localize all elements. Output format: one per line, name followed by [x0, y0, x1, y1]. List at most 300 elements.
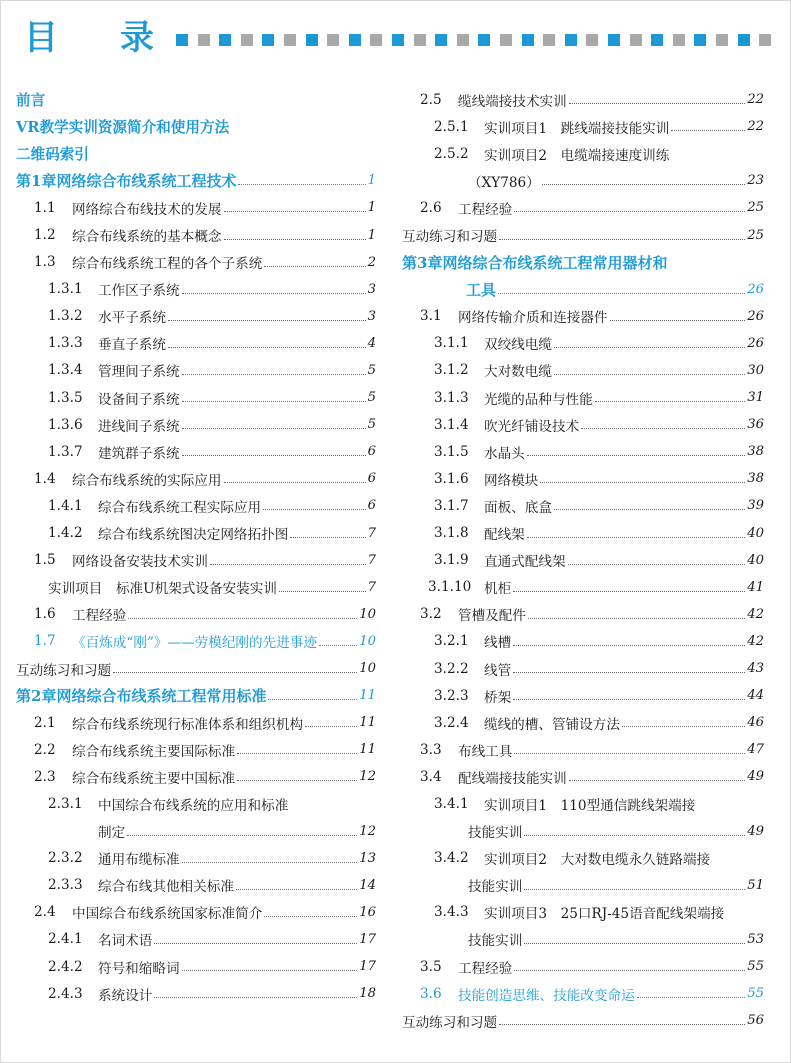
- toc-entry-title: 网络综合布线技术的发展: [72, 201, 222, 218]
- toc-entry-page: 4: [367, 335, 376, 351]
- decorative-square: [630, 34, 642, 46]
- toc-leader-dots: [554, 509, 745, 510]
- toc-entry[interactable]: [16, 520, 376, 547]
- toc-entry[interactable]: [16, 167, 376, 194]
- toc-entry[interactable]: [16, 547, 376, 574]
- toc-entry[interactable]: [402, 655, 764, 682]
- toc-entry-number: 1.3.4: [48, 362, 83, 379]
- toc-entry[interactable]: [402, 709, 764, 736]
- toc-leader-dots: [319, 645, 357, 646]
- toc-leader-dots: [581, 428, 745, 429]
- toc-leader-dots: [182, 970, 358, 971]
- toc-entry[interactable]: [16, 682, 376, 709]
- toc-entry-page: 44: [747, 688, 764, 704]
- toc-entry-number: 1.3.5: [48, 389, 83, 406]
- toc-leader-dots: [237, 753, 357, 754]
- toc-entry-page: 30: [747, 362, 764, 378]
- toc-entry[interactable]: [402, 330, 764, 357]
- toc-leader-dots: [610, 320, 746, 321]
- toc-entry[interactable]: [402, 276, 764, 303]
- toc-entry-title: 技能创造思维、技能改变命运: [458, 987, 635, 1004]
- toc-entry-title: 光缆的品种与性能: [484, 391, 593, 408]
- toc-entry-title: 工程经验: [458, 960, 513, 977]
- toc-entry[interactable]: [16, 303, 376, 330]
- toc-entry-number: 2.3.1: [48, 795, 83, 812]
- toc-entry-page: 38: [747, 444, 764, 460]
- toc-entry-page: 3: [367, 281, 376, 297]
- toc-entry-page: 55: [747, 959, 764, 975]
- decorative-square: [198, 34, 210, 46]
- toc-entry-page: 2: [367, 254, 376, 270]
- toc-entry-page: 40: [747, 552, 764, 568]
- decorative-square: [759, 34, 771, 46]
- toc-entry-title: 面板、底盒: [484, 499, 552, 516]
- toc-entry-page: 49: [747, 823, 764, 839]
- toc-entry[interactable]: [402, 736, 764, 763]
- toc-entry-number: 2.4.1: [48, 931, 83, 948]
- toc-entry[interactable]: [16, 709, 376, 736]
- decorative-square: [694, 34, 706, 46]
- toc-entry-number: 3.4: [420, 768, 442, 785]
- decorative-square: [500, 34, 512, 46]
- toc-entry[interactable]: [402, 926, 764, 953]
- toc-entry-number: 3.2.1: [434, 633, 469, 650]
- decorative-square: [327, 34, 339, 46]
- toc-entry[interactable]: [16, 574, 376, 601]
- toc-entry-title: 机柜: [484, 581, 512, 598]
- toc-entry[interactable]: [16, 628, 376, 655]
- toc-leader-dots: [154, 997, 357, 998]
- toc-entry-title: 水晶头: [484, 445, 525, 462]
- toc-leader-dots: [524, 889, 745, 890]
- toc-entry-title: 中国综合布线系统的应用和标准: [98, 797, 289, 814]
- toc-entry-title: 互动练习和习题: [402, 229, 498, 246]
- toc-entry-title: 实训项目1 跳线端接技能实训: [484, 120, 670, 137]
- toc-entry-page: 55: [747, 986, 764, 1002]
- toc-leader-dots: [264, 916, 357, 917]
- toc-entry[interactable]: [402, 492, 764, 519]
- toc-entry[interactable]: [16, 194, 376, 221]
- decorative-square: [522, 34, 534, 46]
- toc-entry-page: 5: [367, 417, 376, 433]
- toc-entry-number: 1.5: [34, 552, 56, 569]
- toc-entry-number: 2.4.2: [48, 958, 83, 975]
- toc-entry-title: 实训项目2 大对数电缆永久链路端接: [484, 852, 711, 869]
- toc-entry-number: 2.4: [34, 904, 56, 921]
- toc-entry-title: 系统设计: [98, 987, 153, 1004]
- toc-entry[interactable]: [16, 790, 376, 817]
- toc-entry-title: 进线间子系统: [98, 418, 180, 435]
- toc-entry[interactable]: [402, 601, 764, 628]
- toc-entry-page: 25: [747, 227, 764, 243]
- toc-entry[interactable]: [16, 872, 376, 899]
- toc-entry-title: 通用布缆标准: [98, 852, 180, 869]
- toc-front-matter[interactable]: [16, 140, 376, 167]
- toc-leader-dots: [182, 862, 358, 863]
- toc-leader-dots: [527, 537, 745, 538]
- toc-leader-dots: [182, 455, 366, 456]
- toc-entry-number: 3.4.3: [434, 904, 469, 921]
- toc-entry[interactable]: [16, 980, 376, 1007]
- decorative-square: [392, 34, 404, 46]
- toc-entry-title: 名词术语: [98, 933, 153, 950]
- toc-entry-number: 3.1.8: [434, 525, 469, 542]
- toc-entry-page: 3: [367, 308, 376, 324]
- toc-entry-title: 网络综合布线系统工程常用标准: [56, 687, 267, 706]
- decorative-square: [478, 34, 490, 46]
- decorative-square: [370, 34, 382, 46]
- toc-entry[interactable]: [16, 411, 376, 438]
- toc-entry-title: 实训项目1 110型通信跳线架端接: [484, 797, 696, 814]
- toc-entry-page: 26: [747, 308, 764, 324]
- toc-entry-page: 5: [367, 362, 376, 378]
- toc-entry-title: 双绞线电缆: [484, 337, 552, 354]
- toc-leader-dots: [168, 320, 366, 321]
- toc-entry-title: VR教学实训资源简介和使用方法: [16, 119, 230, 137]
- toc-entry[interactable]: [16, 492, 376, 519]
- decorative-square: [673, 34, 685, 46]
- toc-entry-page: 6: [367, 444, 376, 460]
- toc-entry[interactable]: [16, 249, 376, 276]
- toc-entry[interactable]: [402, 872, 764, 899]
- toc-entry-title: 缆线端接技术实训: [458, 93, 567, 110]
- decorative-square: [651, 34, 663, 46]
- toc-leader-dots: [542, 184, 745, 185]
- toc-leader-dots: [182, 428, 366, 429]
- toc-entry-number: 3.4.2: [434, 850, 469, 867]
- toc-entry-page: 26: [747, 335, 764, 351]
- toc-entry-title: 技能实训: [468, 879, 523, 896]
- decorative-square: [738, 34, 750, 46]
- toc-entry-title: 实训项目2 电缆端接速度训练: [484, 147, 670, 164]
- toc-entry-number: 3.3: [420, 741, 442, 758]
- toc-entry[interactable]: [16, 601, 376, 628]
- toc-entry-page: 42: [747, 633, 764, 649]
- toc-entry[interactable]: [402, 221, 764, 248]
- toc-leader-dots: [263, 509, 365, 510]
- toc-leader-dots: [264, 266, 365, 267]
- toc-leader-dots: [268, 699, 357, 700]
- toc-entry-title: 网络传输介质和连接器件: [458, 310, 608, 327]
- toc-entry-page: 26: [747, 281, 764, 297]
- toc-entry-title: 配线架: [484, 527, 525, 544]
- toc-entry[interactable]: [402, 763, 764, 790]
- toc-entry[interactable]: [402, 953, 764, 980]
- toc-leader-dots: [236, 889, 357, 890]
- toc-entry-title: 桥架: [484, 689, 512, 706]
- toc-entry-title: 吹光纤铺设技术: [484, 418, 580, 435]
- toc-leader-dots: [513, 645, 745, 646]
- toc-leader-dots: [528, 618, 745, 619]
- toc-entry[interactable]: [402, 790, 764, 817]
- toc-entry-number: 3.4.1: [434, 795, 469, 812]
- toc-entry-title: 综合布线系统主要中国标准: [72, 770, 236, 787]
- toc-leader-dots: [540, 482, 745, 483]
- toc-leader-dots: [527, 455, 745, 456]
- toc-entry-page: 13: [359, 850, 376, 866]
- toc-entry-page: 17: [359, 959, 376, 975]
- toc-entry[interactable]: [16, 384, 376, 411]
- toc-entry[interactable]: [402, 140, 764, 167]
- toc-entry-number: 1.4.1: [48, 497, 83, 514]
- toc-leader-dots: [637, 997, 746, 998]
- toc-entry-page: 6: [367, 471, 376, 487]
- toc-entry[interactable]: [402, 682, 764, 709]
- toc-entry-page: 36: [747, 417, 764, 433]
- toc-entry-number: 第2章: [16, 687, 57, 706]
- toc-entry-page: 7: [367, 552, 376, 568]
- toc-entry-page: 10: [359, 633, 376, 649]
- toc-entry-title: 综合布线系统工程实际应用: [98, 499, 262, 516]
- decorative-square: [262, 34, 274, 46]
- toc-entry-title: 综合布线系统图决定网络拓扑图: [98, 527, 289, 544]
- toc-leader-dots: [224, 482, 366, 483]
- toc-entry-number: 3.1.9: [434, 552, 469, 569]
- toc-entry-page: 7: [367, 579, 376, 595]
- toc-entry-page: 47: [747, 742, 764, 758]
- toc-leader-dots: [182, 293, 366, 294]
- toc-entry-number: 2.3.3: [48, 877, 83, 894]
- toc-entry-page: 39: [747, 498, 764, 514]
- toc-entry-number: 2.5.1: [434, 118, 469, 135]
- toc-entry[interactable]: [402, 303, 764, 330]
- toc-entry-page: 7: [367, 525, 376, 541]
- decorative-square: [457, 34, 469, 46]
- toc-entry-number: 2.6: [420, 199, 442, 216]
- toc-entry[interactable]: [402, 628, 764, 655]
- toc-entry[interactable]: [402, 113, 764, 140]
- toc-leader-dots: [290, 537, 365, 538]
- toc-entry[interactable]: [402, 357, 764, 384]
- toc-entry[interactable]: [402, 384, 764, 411]
- decorative-square-strip: [176, 34, 780, 48]
- toc-entry-page: 22: [747, 119, 764, 135]
- toc-header: [10, 14, 780, 64]
- toc-leader-dots: [499, 239, 745, 240]
- toc-entry-page: 11: [359, 742, 376, 758]
- toc-entry-page: 49: [747, 769, 764, 785]
- toc-entry-page: 11: [359, 715, 376, 731]
- toc-entry[interactable]: [402, 194, 764, 221]
- toc-entry[interactable]: [16, 357, 376, 384]
- toc-leader-dots: [154, 943, 357, 944]
- toc-entry-title: 制定: [98, 825, 126, 842]
- toc-entry-title: 设备间子系统: [98, 391, 180, 408]
- toc-entry-title: 工作区子系统: [98, 283, 180, 300]
- toc-entry[interactable]: [402, 574, 764, 601]
- toc-entry-title: 《百炼成“刚”》——劳模纪刚的先进事迹: [72, 635, 317, 652]
- toc-entry[interactable]: [16, 655, 376, 682]
- toc-leader-dots: [569, 780, 745, 781]
- toc-leader-dots: [305, 726, 357, 727]
- toc-entry-page: 14: [359, 877, 376, 893]
- toc-entry-number: 1.1: [34, 199, 56, 216]
- toc-leader-dots: [514, 753, 745, 754]
- toc-entry-number: 2.1: [34, 714, 56, 731]
- toc-entry-number: 1.6: [34, 606, 56, 623]
- decorative-square: [306, 34, 318, 46]
- toc-entry-number: 2.5.2: [434, 145, 469, 162]
- toc-entry-number: 3.1.3: [434, 389, 469, 406]
- toc-leader-dots: [595, 401, 745, 402]
- toc-entry-page: 11: [359, 688, 376, 704]
- toc-entry-page: 42: [747, 606, 764, 622]
- toc-entry-title: 综合布线系统主要国际标准: [72, 743, 236, 760]
- toc-leader-dots: [498, 293, 745, 294]
- toc-entry-page: 12: [359, 769, 376, 785]
- toc-entry-number: 1.2: [34, 227, 56, 244]
- toc-entry-number: 1.3.2: [48, 308, 83, 325]
- toc-entry-title: 互动练习和习题: [402, 1014, 498, 1031]
- toc-entry-title: 综合布线系统工程的各个子系统: [72, 256, 263, 273]
- toc-front-matter[interactable]: [16, 86, 376, 113]
- toc-entry-number: 第1章: [16, 172, 57, 191]
- toc-entry-page: 56: [747, 1013, 764, 1029]
- toc-leader-dots: [113, 672, 357, 673]
- toc-entry[interactable]: [402, 845, 764, 872]
- toc-entry-title: 符号和缩略词: [98, 960, 180, 977]
- toc-leader-dots: [224, 239, 366, 240]
- toc-entry-number: 3.1.6: [434, 470, 469, 487]
- toc-entry[interactable]: [16, 276, 376, 303]
- toc-entry-title: 网络综合布线系统工程技术: [56, 172, 237, 191]
- toc-entry[interactable]: [402, 438, 764, 465]
- toc-entry-page: 40: [747, 525, 764, 541]
- toc-entry[interactable]: [402, 1007, 764, 1034]
- toc-entry-page: 10: [359, 606, 376, 622]
- toc-leader-dots: [524, 943, 745, 944]
- toc-entry[interactable]: [402, 818, 764, 845]
- toc-entry-title: 线槽: [484, 635, 512, 652]
- toc-entry[interactable]: [16, 818, 376, 845]
- toc-entry-title: 中国综合布线系统国家标准简介: [72, 906, 263, 923]
- toc-entry-page: 12: [359, 823, 376, 839]
- toc-entry-page: 43: [747, 661, 764, 677]
- toc-entry-page: 16: [359, 904, 376, 920]
- toc-entry-title: 工具: [466, 280, 497, 299]
- toc-entry[interactable]: [16, 438, 376, 465]
- toc-leader-dots: [524, 835, 745, 836]
- toc-entry-title: 水平子系统: [98, 310, 166, 327]
- toc-entry-number: 1.3.6: [48, 416, 83, 433]
- toc-entry[interactable]: [402, 547, 764, 574]
- toc-entry[interactable]: [16, 763, 376, 790]
- toc-entry[interactable]: [402, 411, 764, 438]
- toc-left-column: [16, 86, 376, 1007]
- decorative-square: [176, 34, 188, 46]
- toc-entry-title: 布线工具: [458, 743, 513, 760]
- toc-entry[interactable]: [16, 330, 376, 357]
- toc-entry-title: 网络设备安装技术实训: [72, 554, 208, 571]
- toc-entry-title: 技能实训: [468, 933, 523, 950]
- toc-entry-page: 17: [359, 931, 376, 947]
- toc-entry[interactable]: [16, 736, 376, 763]
- toc-entry-title: 前言: [16, 92, 46, 110]
- toc-entry-title: 网络综合布线系统工程常用器材和: [442, 253, 668, 272]
- toc-entry-number: 2.2: [34, 741, 56, 758]
- toc-entry-page: 1: [367, 227, 376, 243]
- toc-leader-dots: [513, 699, 745, 700]
- toc-leader-dots: [554, 374, 745, 375]
- toc-entry-page: 53: [747, 931, 764, 947]
- decorative-square: [241, 34, 253, 46]
- toc-entry-page: 18: [359, 986, 376, 1002]
- toc-entry-number: 1.3.3: [48, 335, 83, 352]
- decorative-square: [716, 34, 728, 46]
- toc-entry-title: 综合布线系统的基本概念: [72, 229, 222, 246]
- toc-leader-dots: [554, 347, 745, 348]
- toc-entry[interactable]: [16, 845, 376, 872]
- toc-entry-number: 1.7: [34, 633, 56, 650]
- toc-leader-dots: [568, 564, 746, 565]
- toc-entry[interactable]: [16, 221, 376, 248]
- decorative-square: [565, 34, 577, 46]
- toc-entry-number: 3.6: [420, 985, 442, 1002]
- toc-entry-title: 大对数电缆: [484, 364, 552, 381]
- toc-entry-page: 46: [747, 715, 764, 731]
- toc-entry-number: 1.3: [34, 254, 56, 271]
- toc-entry-number: 第3章: [402, 253, 443, 272]
- toc-entry[interactable]: [16, 899, 376, 926]
- toc-entry-title: 配线端接技能实训: [458, 770, 567, 787]
- decorative-square: [586, 34, 598, 46]
- toc-entry-title: 综合布线系统的实际应用: [72, 472, 222, 489]
- toc-entry[interactable]: [16, 465, 376, 492]
- toc-entry-page: 5: [367, 390, 376, 406]
- toc-entry-number: 3.2: [420, 606, 442, 623]
- toc-entry-title: 直通式配线架: [484, 554, 566, 571]
- toc-leader-dots: [238, 184, 365, 185]
- toc-entry[interactable]: [402, 86, 764, 113]
- toc-entry[interactable]: [402, 249, 764, 276]
- toc-entry-page: 10: [359, 661, 376, 677]
- toc-entry[interactable]: [402, 899, 764, 926]
- toc-entry-page: 6: [367, 498, 376, 514]
- toc-entry-title: 综合布线其他相关标准: [98, 879, 234, 896]
- decorative-square: [349, 34, 361, 46]
- toc-entry-number: 3.1.10: [428, 579, 472, 596]
- toc-front-matter[interactable]: [16, 113, 376, 140]
- decorative-square: [608, 34, 620, 46]
- toc-entry[interactable]: [16, 926, 376, 953]
- toc-leader-dots: [128, 618, 357, 619]
- toc-entry-title: 互动练习和习题: [16, 662, 112, 679]
- toc-entry-title: 工程经验: [72, 608, 127, 625]
- toc-entry-title: 网络模块: [484, 472, 539, 489]
- toc-entry-page: 31: [747, 390, 764, 406]
- toc-leader-dots: [513, 672, 745, 673]
- toc-entry[interactable]: [16, 953, 376, 980]
- decorative-square: [219, 34, 231, 46]
- toc-entry[interactable]: [402, 465, 764, 492]
- toc-entry-number: 1.4: [34, 470, 56, 487]
- toc-entry[interactable]: [402, 980, 764, 1007]
- toc-leader-dots: [499, 1024, 745, 1025]
- toc-entry-number: 3.2.2: [434, 660, 469, 677]
- toc-entry-page: 1: [367, 173, 376, 189]
- toc-entry-number: 2.3: [34, 768, 56, 785]
- toc-entry[interactable]: [402, 167, 764, 194]
- toc-entry-number: 1.3.1: [48, 281, 83, 298]
- decorative-square: [414, 34, 426, 46]
- toc-leader-dots: [210, 564, 366, 565]
- toc-entry-title: 缆线的槽、管铺设方法: [484, 716, 620, 733]
- toc-entry-title: 二维码索引: [16, 146, 89, 164]
- toc-entry-page: 51: [747, 877, 764, 893]
- toc-entry[interactable]: [402, 520, 764, 547]
- toc-leader-dots: [182, 401, 366, 402]
- toc-leader-dots: [514, 970, 745, 971]
